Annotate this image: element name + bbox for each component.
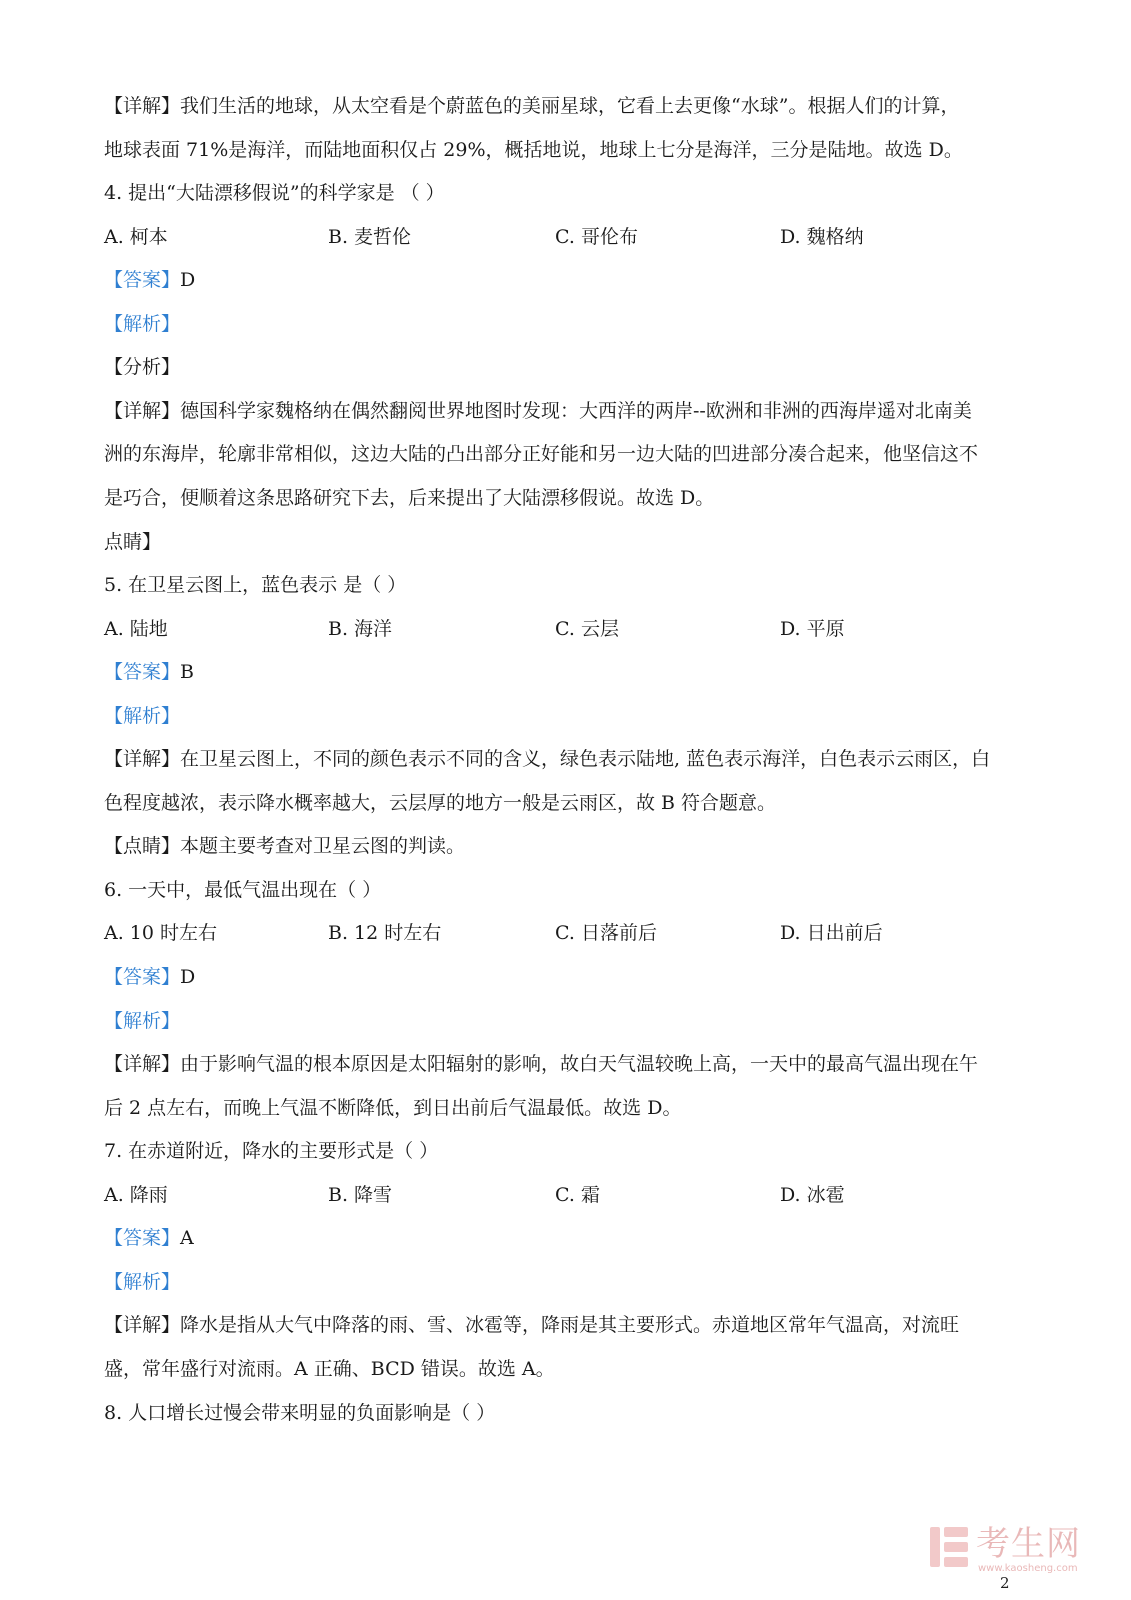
answer-label: 【答案】 <box>104 1227 181 1249</box>
text-line <box>104 791 776 815</box>
line-text: 点睛】 <box>104 531 162 553</box>
line-text: 德国科学家魏格纳在偶然翻阅世界地图时发现：大西洋的两岸--欧洲和非洲的西海岸遥对北南美 <box>180 400 972 422</box>
option-c: C. 哥伦布 <box>555 226 638 248</box>
text-line <box>104 94 959 118</box>
option-b: B. 降雪 <box>328 1184 393 1206</box>
section-label: 【详解】 <box>104 95 181 117</box>
option-b: B. 海洋 <box>328 618 393 640</box>
answer-line <box>104 1226 194 1250</box>
line-text: 6. 一天中，最低气温出现在（ ） <box>104 879 382 901</box>
line-text: 5. 在卫星云图上，蓝色表示 是（ ） <box>104 574 407 596</box>
section-label: 【点睛】 <box>104 835 181 857</box>
line-text: 色程度越浓，表示降水概率越大，云层厚的地方一般是云雨区，故 B 符合题意。 <box>104 792 777 814</box>
option-d: D. 日出前后 <box>780 922 883 944</box>
options-row <box>0 1183 1131 1207</box>
watermark-name: 考生网 <box>976 1524 1081 1564</box>
options-row <box>0 921 1131 945</box>
line-text: 洲的东海岸，轮廓非常相似，这边大陆的凸出部分正好能和另一边大陆的凹进部分凑合起来，他坚信这不 <box>104 443 979 465</box>
section-label: 【详解】 <box>104 400 181 422</box>
option-b: B. 12 时左右 <box>328 922 442 944</box>
option-a: A. 陆地 <box>104 618 168 640</box>
line-text: 我们生活的地球，从太空看是个蔚蓝色的美丽星球，它看上去更像“水球”。根据人们的计算， <box>180 95 960 117</box>
line-text: 是巧合，便顺着这条思路研究下去，后来提出了大陆漂移假说。故选 D。 <box>104 487 715 509</box>
line-text: 盛，常年盛行对流雨。A 正确、BCD 错误。故选 A。 <box>104 1358 555 1380</box>
line-text: 在卫星云图上，不同的颜色表示不同的含义，绿色表示陆地, 蓝色表示海洋，白色表示云雨区，白 <box>180 748 991 770</box>
answer-label: 【答案】 <box>104 966 181 988</box>
text-line <box>104 399 972 423</box>
answer-line <box>104 1009 180 1033</box>
text-line <box>104 1139 438 1163</box>
text-line <box>104 1313 959 1337</box>
text-line <box>104 573 406 597</box>
text-line <box>104 355 180 379</box>
answer-label: 【解析】 <box>104 1271 181 1293</box>
answer-label: 【答案】 <box>104 661 181 683</box>
watermark <box>930 1525 1100 1575</box>
option-d: D. 平原 <box>780 618 845 640</box>
answer-line <box>104 268 195 292</box>
line-text: 8. 人口增长过慢会带来明显的负面影响是（ ） <box>104 1402 496 1424</box>
text-line <box>104 1401 495 1425</box>
option-c: C. 日落前后 <box>555 922 657 944</box>
option-a: A. 10 时左右 <box>104 922 218 944</box>
watermark-url: www.kaosheng.com <box>978 1563 1078 1574</box>
line-text: D <box>180 269 196 291</box>
answer-line <box>104 1270 180 1294</box>
line-text: A <box>180 1227 194 1249</box>
options-row <box>0 617 1131 641</box>
section-label: 【分析】 <box>104 356 181 378</box>
answer-label: 【解析】 <box>104 1010 181 1032</box>
section-label: 【详解】 <box>104 748 181 770</box>
option-a: A. 柯本 <box>104 226 168 248</box>
answer-label: 【解析】 <box>104 313 181 335</box>
text-line <box>104 1096 681 1120</box>
line-text: 本题主要考查对卫星云图的判读。 <box>180 835 466 857</box>
option-d: D. 冰雹 <box>780 1184 845 1206</box>
option-a: A. 降雨 <box>104 1184 168 1206</box>
option-c: C. 云层 <box>555 618 619 640</box>
answer-line <box>104 704 180 728</box>
answer-line <box>104 312 180 336</box>
option-d: D. 魏格纳 <box>780 226 864 248</box>
answer-line <box>104 965 195 989</box>
watermark-logo-icon <box>930 1527 968 1567</box>
text-line <box>104 878 381 902</box>
line-text: 7. 在赤道附近，降水的主要形式是（ ） <box>104 1140 439 1162</box>
text-line <box>104 1052 978 1076</box>
answer-line <box>104 660 194 684</box>
text-line <box>104 181 445 205</box>
option-b: B. 麦哲伦 <box>328 226 412 248</box>
text-line <box>104 442 978 466</box>
page-number: 2 <box>1000 1574 1010 1592</box>
line-text: 后 2 点左右，而晚上气温不断降低，到日出前后气温最低。故选 D。 <box>104 1097 682 1119</box>
line-text: 降水是指从大气中降落的雨、雪、冰雹等，降雨是其主要形式。赤道地区常年气温高，对流旺 <box>180 1314 960 1336</box>
text-line <box>104 138 963 162</box>
text-line <box>104 530 161 554</box>
options-row <box>0 225 1131 249</box>
answer-label: 【答案】 <box>104 269 181 291</box>
text-line <box>104 486 714 510</box>
line-text: 4. 提出“大陆漂移假说”的科学家是 （ ） <box>104 182 445 204</box>
line-text: D <box>180 966 196 988</box>
line-text: 地球表面 71%是海洋，而陆地面积仅占 29%，概括地说，地球上七分是海洋，三分是陆地。故选 D。 <box>104 139 963 161</box>
section-label: 【详解】 <box>104 1314 181 1336</box>
section-label: 【详解】 <box>104 1053 181 1075</box>
line-text: B <box>180 661 194 683</box>
line-text: 由于影响气温的根本原因是太阳辐射的影响，故白天气温较晚上高，一天中的最高气温出现在午 <box>180 1053 979 1075</box>
text-line <box>104 1357 555 1381</box>
text-line <box>104 834 465 858</box>
option-c: C. 霜 <box>555 1184 600 1206</box>
answer-label: 【解析】 <box>104 705 181 727</box>
text-line <box>104 747 990 771</box>
